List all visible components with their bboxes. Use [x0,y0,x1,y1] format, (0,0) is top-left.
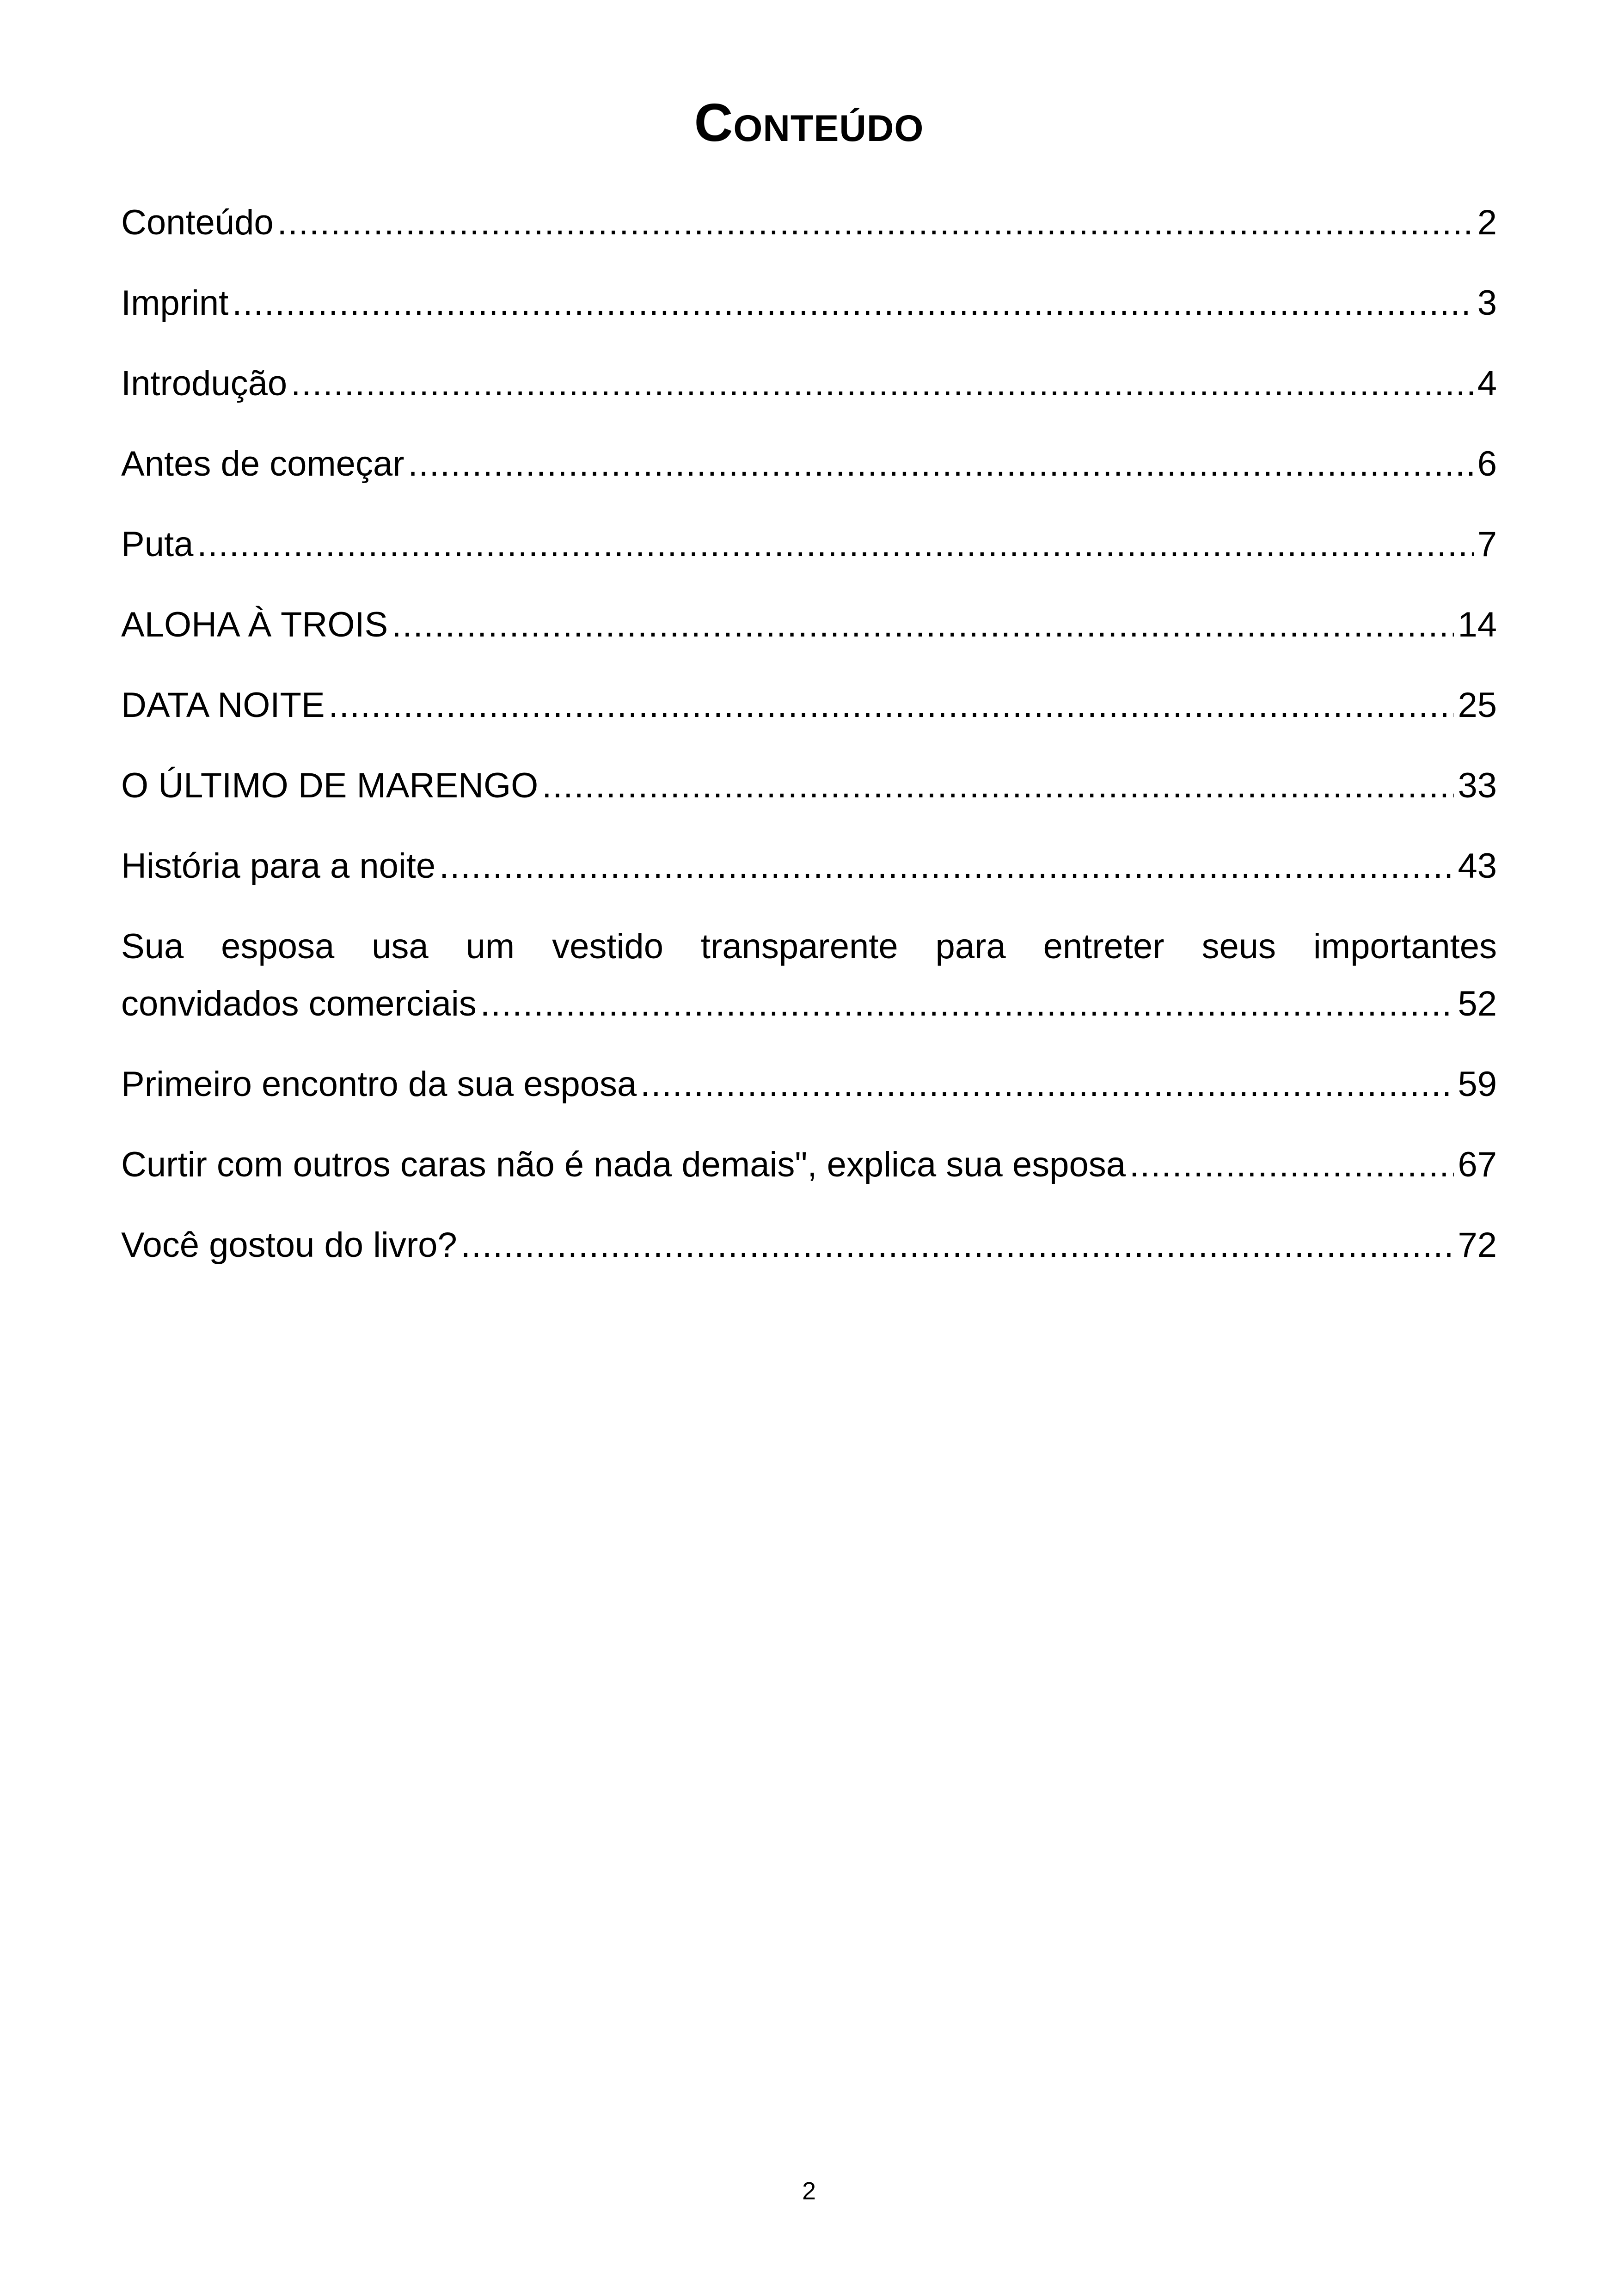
toc-entry-label: Curtir com outros caras não é nada demais", explica sua esposa [121,1145,1126,1184]
toc-entry-label: História para a noite [121,846,436,886]
toc-entry-page: 67 [1458,1145,1497,1184]
toc-entry-label: Primeiro encontro da sua esposa [121,1065,637,1104]
toc-entry-page: 43 [1458,846,1497,886]
dot-leader [329,677,1454,734]
toc-entry-second-line [121,975,1497,1033]
dot-leader [439,838,1454,895]
dot-leader [291,355,1474,412]
toc-entry-label: Conteúdo [121,203,274,242]
dot-leader [408,435,1474,493]
toc-entry-label-line2: convidados comerciais [121,984,477,1023]
dot-leader [640,1056,1454,1113]
toc-entry-antes-de-comecar[interactable] [121,435,1497,493]
toc-entry-label: Antes de começar [121,444,404,484]
toc-entry-imprint[interactable] [121,275,1497,332]
toc-entry-page: 3 [1477,283,1497,323]
toc-entry-page: 52 [1458,984,1497,1023]
toc-entry-label: ALOHA À TROIS [121,605,388,644]
toc-entry-primeiro-encontro[interactable] [121,1056,1497,1113]
dot-leader [277,194,1474,251]
dot-leader [461,1217,1454,1274]
toc-entry-page: 7 [1477,525,1497,564]
toc-entry-page: 59 [1458,1065,1497,1104]
page-title: Conteúdo [694,92,924,153]
dot-leader [392,596,1454,654]
toc-entry-sua-esposa-vestido[interactable] [121,918,1497,1033]
toc-entry-aloha-a-trois[interactable] [121,596,1497,654]
toc-entry-label: Você gostou do livro? [121,1225,457,1265]
toc-entry-label: Introdução [121,364,288,403]
toc-entry-voce-gostou-do-livro[interactable] [121,1217,1497,1274]
toc-entry-introducao[interactable] [121,355,1497,412]
toc-entry-page: 25 [1458,686,1497,725]
toc-entry-label-line1: Sua esposa usa um vestido transparente para entreter seus importantes [121,927,1497,966]
toc-entry-page: 14 [1458,605,1497,644]
toc-entry-label: Puta [121,525,194,564]
toc-entry-puta[interactable] [121,516,1497,573]
dot-leader [480,975,1454,1033]
dot-leader [1129,1136,1454,1194]
toc-entry-page: 6 [1477,444,1497,484]
toc-entry-label: O ÚLTIMO DE MARENGO [121,766,539,805]
toc-entry-o-ultimo-de-marengo[interactable] [121,757,1497,814]
toc-entry-page: 33 [1458,766,1497,805]
dot-leader [542,757,1454,814]
toc-entry-conteudo[interactable] [121,194,1497,251]
toc-entry-historia-para-a-noite[interactable] [121,838,1497,895]
toc-entry-curtir-com-outros-caras[interactable] [121,1136,1497,1194]
toc-entry-data-noite[interactable] [121,677,1497,734]
toc-entry-page: 2 [1477,203,1497,242]
dot-leader [197,516,1473,573]
toc-entry-label: DATA NOITE [121,686,325,725]
table-of-contents [121,194,1497,1297]
toc-entry-page: 4 [1477,364,1497,403]
toc-entry-label: Imprint [121,283,229,323]
dot-leader [232,275,1473,332]
toc-entry-page: 72 [1458,1225,1497,1265]
page-number: 2 [802,2177,816,2205]
